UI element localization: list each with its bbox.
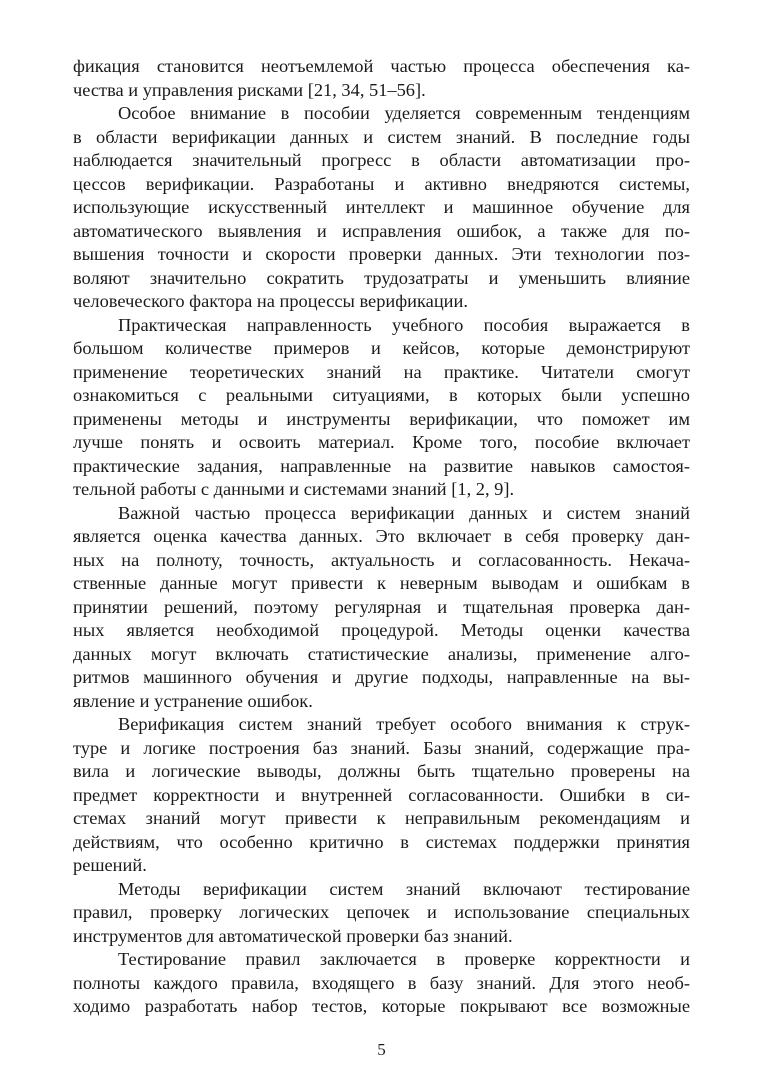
text-line: в области верификации данных и систем знаний. В последние годы: [73, 126, 690, 147]
text-line: применены методы и инструменты верификации, что поможет им: [73, 408, 690, 429]
text-line: лучше понять и освоить материал. Кроме того, пособие включает: [73, 432, 690, 452]
text-line: инструментов для автоматической проверки баз знаний.: [73, 925, 513, 946]
text-line: предмет корректности и внутренней согласованности. Ошибки в си-: [73, 784, 690, 805]
text-line: использующие искусственный интеллект и машинное обучение для: [73, 197, 690, 217]
text-line: Верификация систем знаний требует особого внимания к струк-: [118, 714, 690, 734]
text-line: человеческого фактора на процессы верификации.: [73, 291, 468, 311]
text-line: принятии решений, поэтому регулярная и тщательная проверка дан-: [73, 596, 690, 617]
text-line: применение теоретических знаний на практике. Читатели смогут: [73, 361, 690, 382]
text-line: вышения точности и скорости проверки данных. Эти технологии поз-: [73, 244, 690, 264]
paragraph: [73, 948, 690, 1019]
text-line: тельной работы с данными и системами знаний [1, 2, 9].: [73, 479, 515, 499]
text-line: полноты каждого правила, входящего в базу знаний. Для этого необ-: [73, 972, 690, 993]
paragraph: [73, 102, 690, 314]
text-line: стемах знаний могут привести к неправильным рекомендациям и: [73, 808, 690, 828]
text-line: явление и устранение ошибок.: [73, 690, 313, 711]
text-line: фикация становится неотъемлемой частью процесса обеспечения ка-: [73, 56, 690, 76]
text-line: туре и логике построения баз знаний. Базы знаний, содержащие пра-: [73, 737, 690, 758]
text-line: данных могут включать статистические анализы, применение алго-: [73, 643, 690, 664]
text-line: чества и управления рисками [21, 34, 51–56].: [73, 79, 426, 100]
text-line: наблюдается значительный прогресс в области автоматизации про-: [73, 150, 690, 170]
text-line: решений.: [73, 855, 147, 875]
paragraph: [73, 713, 690, 878]
text-line: правил, проверку логических цепочек и использование специальных: [73, 902, 690, 922]
text-line: ных на полноту, точность, актуальность и согласованность. Некача-: [73, 549, 690, 570]
text-line: ходимо разработать набор тестов, которые покрывают все возможные: [73, 996, 690, 1016]
text-line: большом количестве примеров и кейсов, которые демонстрируют: [73, 338, 690, 358]
text-line: действиям, что особенно критично в системах поддержки принятия: [73, 831, 690, 852]
paragraph: [73, 55, 690, 102]
paragraph: [73, 502, 690, 714]
text-line: Методы верификации систем знаний включают тестирование: [118, 878, 690, 899]
text-line: ритмов машинного обучения и другие подходы, направленные на вы-: [73, 667, 690, 687]
paragraph: [73, 314, 690, 502]
text-line: вила и логические выводы, должны быть тщательно проверены на: [73, 761, 690, 781]
text-line: Особое внимание в пособии уделяется современным тенденциям: [118, 103, 690, 123]
text-line: автоматического выявления и исправления ошибок, а также для по-: [73, 220, 690, 241]
text-line: ознакомиться с реальными ситуациями, в которых были успешно: [73, 385, 690, 405]
text-line: ных является необходимой процедурой. Методы оценки качества: [73, 620, 690, 640]
page-number: 5: [377, 1040, 386, 1059]
text-line: Тестирование правил заключается в проверке корректности и: [118, 949, 690, 969]
paragraph: [73, 878, 690, 949]
text-line: Важной частью процесса верификации данных и систем знаний: [118, 502, 690, 523]
text-line: ственные данные могут привести к неверным выводам и ошибкам в: [73, 573, 690, 593]
text-line: Практическая направленность учебного пособия выражается в: [118, 314, 690, 335]
text-line: является оценка качества данных. Это включает в себя проверку дан-: [73, 526, 690, 546]
text-line: воляют значительно сократить трудозатраты и уменьшить влияние: [73, 267, 690, 288]
text-line: практические задания, направленные на развитие навыков самостоя-: [73, 455, 690, 476]
document-page: [73, 55, 690, 1019]
text-line: цессов верификации. Разработаны и активно внедряются системы,: [73, 173, 690, 194]
